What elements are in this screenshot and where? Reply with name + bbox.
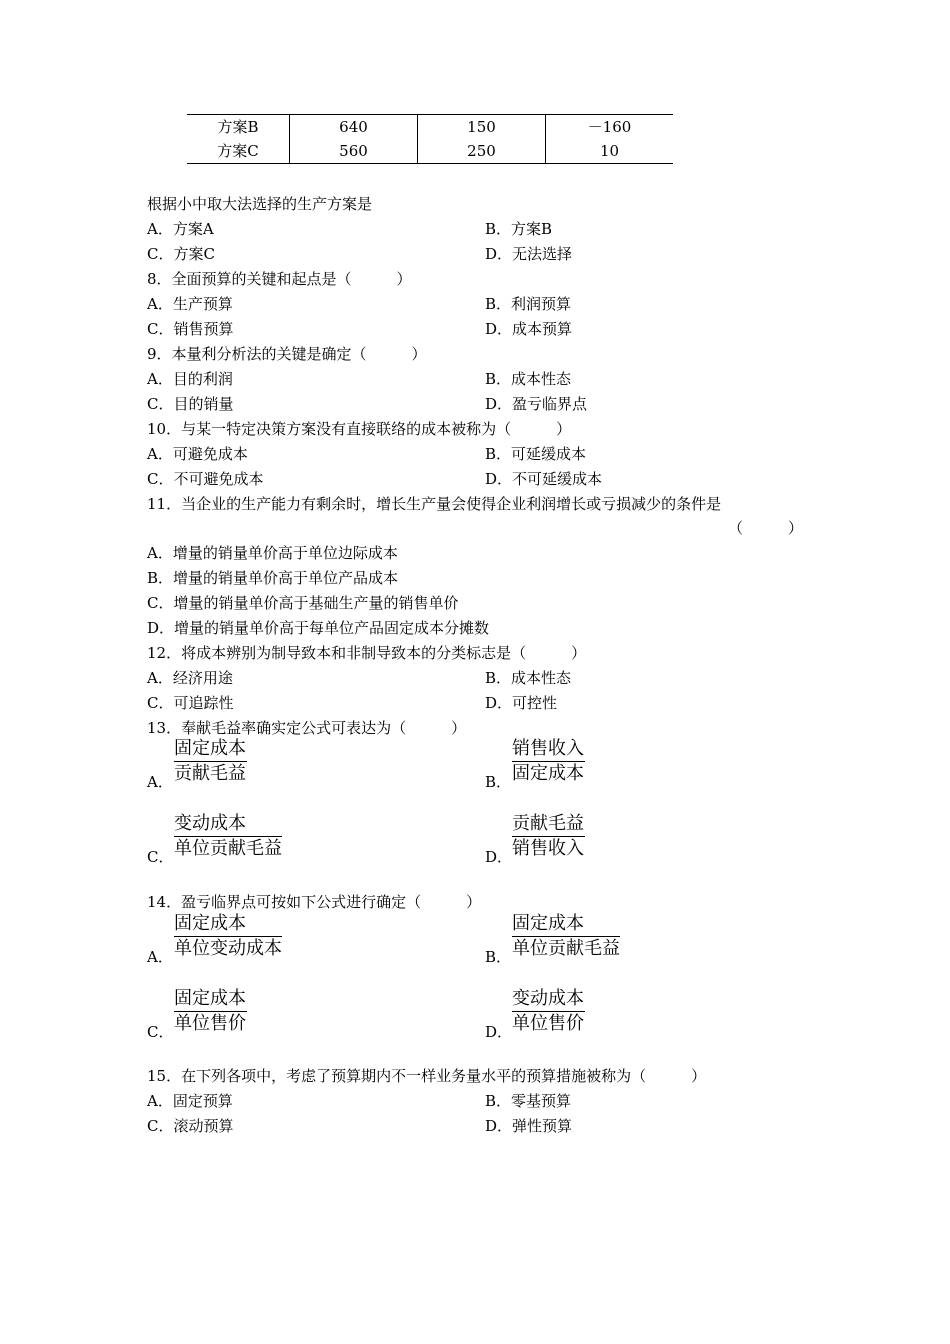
option-a-letter: A． [147,773,173,791]
option-b: B．成本性态 [485,669,572,687]
option-b: B．零基预算 [485,1092,572,1110]
answer-blank: （ ） [728,519,804,537]
fraction-denominator: 单位售价 [174,1013,246,1034]
option-c-letter: C． [147,1023,174,1041]
fraction-numerator: 贡献毛益 [512,813,585,837]
table-cell: 250 [418,139,546,164]
fraction-numerator: 固定成本 [174,738,247,762]
fraction-denominator: 单位贡献毛益 [174,838,282,859]
fraction-denominator: 固定成本 [512,763,584,784]
fraction-d [512,988,585,1035]
scheme-table [187,114,673,164]
option-d-letter: D． [485,848,513,866]
fraction-b [512,738,585,785]
table-cell: 640 [290,115,418,140]
option-a: A．目的利润 [147,370,233,388]
option-c-letter: C． [147,848,174,866]
question-11-stem: 11．当企业的生产能力有剩余时，增长生产量会使得企业利润增长或亏损减少的条件是 [147,495,722,513]
option-b-letter: B． [485,948,512,966]
table-row [187,139,673,164]
option-a-letter: A． [147,948,173,966]
fraction-a [174,738,247,785]
fraction-denominator: 销售收入 [512,838,584,859]
option-b: B．方案B [485,220,553,238]
option-a: A．经济用途 [147,669,233,687]
fraction-numerator: 固定成本 [174,913,282,937]
option-c: C．方案C [147,245,215,263]
option-b: B．利润预算 [485,295,572,313]
fraction-denominator: 单位变动成本 [174,938,282,959]
option-a: A．可避免成本 [147,445,248,463]
fraction-numerator: 销售收入 [512,738,585,762]
table-cell: －160 [546,115,674,140]
fraction-numerator: 固定成本 [512,913,620,937]
table-row [187,115,673,140]
question-9-stem: 9．本量利分析法的关键是确定（ ） [147,345,427,363]
fraction-d [512,813,585,860]
table-cell: 560 [290,139,418,164]
question-10-stem: 10．与某一特定决策方案没有直接联络的成本被称为（ ） [147,420,572,438]
option-b-letter: B． [485,773,512,791]
option-d: D．增量的销量单价高于每单位产品固定成本分摊数 [147,619,490,637]
option-d: D．盈亏临界点 [485,395,588,413]
option-b: B．可延缓成本 [485,445,587,463]
fraction-denominator: 单位贡献毛益 [512,938,620,959]
fraction-c [174,988,247,1035]
option-b: B．增量的销量单价高于单位产品成本 [147,569,399,587]
table-cell: 方案C [187,139,290,164]
option-a: A．方案A [147,220,214,238]
option-d: D．弹性预算 [485,1117,573,1135]
option-b: B．成本性态 [485,370,572,388]
table-cell: 方案B [187,115,290,140]
option-a: A．生产预算 [147,295,233,313]
fraction-a [174,913,282,960]
question-7-stem: 根据小中取大法选择的生产方案是 [147,195,373,213]
option-d: D．不可延缓成本 [485,470,603,488]
option-c: C．可追踪性 [147,694,234,712]
fraction-numerator: 变动成本 [512,988,585,1012]
question-14-stem: 14．盈亏临界点可按如下公式进行确定（ ） [147,893,482,911]
fraction-denominator: 贡献毛益 [174,763,246,784]
option-c: C．不可避免成本 [147,470,264,488]
fraction-b [512,913,620,960]
fraction-numerator: 固定成本 [174,988,247,1012]
option-d: D．成本预算 [485,320,573,338]
option-d: D．可控性 [485,694,558,712]
option-c: C．增量的销量单价高于基础生产量的销售单价 [147,594,459,612]
fraction-denominator: 单位售价 [512,1013,584,1034]
question-15-stem: 15．在下列各项中，考虑了预算期内不一样业务量水平的预算措施被称为（ ） [147,1067,707,1085]
option-a: A．增量的销量单价高于单位边际成本 [147,544,398,562]
option-d-letter: D． [485,1023,513,1041]
fraction-c [174,813,282,860]
question-8-stem: 8．全面预算的关键和起点是（ ） [147,270,412,288]
option-d: D．无法选择 [485,245,573,263]
fraction-numerator: 变动成本 [174,813,282,837]
table-cell: 150 [418,115,546,140]
option-c: C．目的销量 [147,395,234,413]
question-12-stem: 12．将成本辨别为制导致本和非制导致本的分类标志是（ ） [147,644,587,662]
option-c: C．销售预算 [147,320,234,338]
question-13-stem: 13．奉献毛益率确实定公式可表达为（ ） [147,719,467,737]
option-a: A．固定预算 [147,1092,233,1110]
option-c: C．滚动预算 [147,1117,234,1135]
table-cell: 10 [546,139,674,164]
